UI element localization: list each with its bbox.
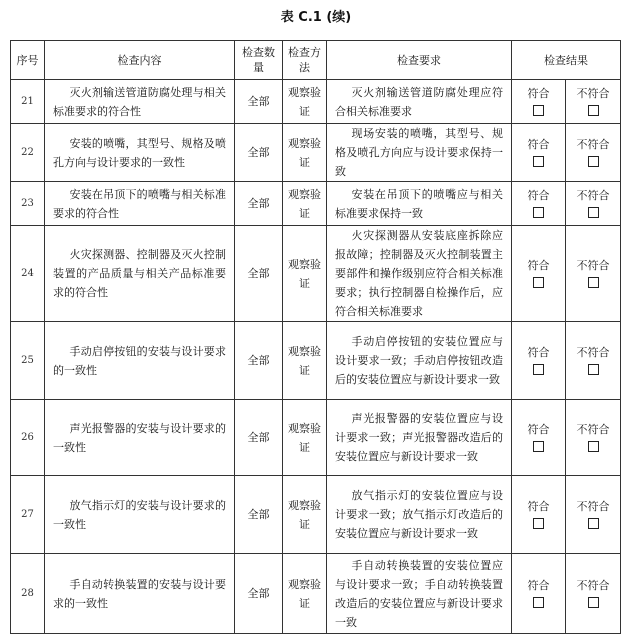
result-pass-label: 符合 xyxy=(527,258,550,272)
check-content: 灭火剂输送管道防腐处理与相关标准要求的符合性 xyxy=(45,80,235,124)
checkbox-fail[interactable] xyxy=(588,518,599,529)
check-content: 声光报警器的安装与设计要求的一致性 xyxy=(45,400,235,476)
check-method: 观察验证 xyxy=(283,80,327,124)
checkbox-pass[interactable] xyxy=(533,597,544,608)
result-fail xyxy=(566,554,621,634)
result-fail-label: 不符合 xyxy=(576,499,610,513)
check-quantity: 全部 xyxy=(235,182,283,226)
row-number: 24 xyxy=(11,226,45,322)
result-fail xyxy=(566,124,621,182)
result-fail xyxy=(566,80,621,124)
result-pass xyxy=(512,124,566,182)
checkbox-pass[interactable] xyxy=(533,207,544,218)
row-number: 27 xyxy=(11,476,45,554)
table-body xyxy=(11,80,621,634)
check-quantity: 全部 xyxy=(235,322,283,400)
result-pass xyxy=(512,322,566,400)
checkbox-fail[interactable] xyxy=(588,277,599,288)
result-pass xyxy=(512,476,566,554)
table-row xyxy=(11,322,621,400)
result-pass-label: 符合 xyxy=(527,86,550,100)
row-number: 22 xyxy=(11,124,45,182)
header-qty: 检查数量 xyxy=(235,41,283,80)
header-method: 检查方法 xyxy=(283,41,327,80)
result-pass-label: 符合 xyxy=(527,422,550,436)
checkbox-pass[interactable] xyxy=(533,277,544,288)
result-pass xyxy=(512,554,566,634)
check-quantity: 全部 xyxy=(235,226,283,322)
row-number: 26 xyxy=(11,400,45,476)
row-number: 23 xyxy=(11,182,45,226)
check-quantity: 全部 xyxy=(235,476,283,554)
result-fail-label: 不符合 xyxy=(576,86,610,100)
checkbox-fail[interactable] xyxy=(588,156,599,167)
result-fail xyxy=(566,400,621,476)
inspection-table xyxy=(10,40,621,634)
check-requirement: 现场安装的喷嘴，其型号、规格及喷孔方向应与设计要求保持一致 xyxy=(327,124,512,182)
table-row xyxy=(11,182,621,226)
checkbox-fail[interactable] xyxy=(588,597,599,608)
checkbox-pass[interactable] xyxy=(533,441,544,452)
result-pass-label: 符合 xyxy=(527,345,550,359)
checkbox-fail[interactable] xyxy=(588,207,599,218)
result-pass xyxy=(512,80,566,124)
table-row xyxy=(11,124,621,182)
header-row xyxy=(11,41,621,80)
row-number: 28 xyxy=(11,554,45,634)
check-content: 手自动转换装置的安装与设计要求的一致性 xyxy=(45,554,235,634)
check-requirement: 手动启停按钮的安装位置应与设计要求一致；手动启停按钮改造后的安装位置应与新设计要求一致 xyxy=(327,322,512,400)
check-content: 安装的喷嘴，其型号、规格及喷孔方向与设计要求的一致性 xyxy=(45,124,235,182)
check-method: 观察验证 xyxy=(283,226,327,322)
result-pass-label: 符合 xyxy=(527,499,550,513)
checkbox-pass[interactable] xyxy=(533,156,544,167)
check-requirement: 灭火剂输送管道防腐处理应符合相关标准要求 xyxy=(327,80,512,124)
result-fail-label: 不符合 xyxy=(576,258,610,272)
check-content: 安装在吊顶下的喷嘴与相关标准要求的符合性 xyxy=(45,182,235,226)
check-method: 观察验证 xyxy=(283,124,327,182)
result-fail xyxy=(566,322,621,400)
result-fail xyxy=(566,226,621,322)
header-no: 序号 xyxy=(11,41,45,80)
result-fail-label: 不符合 xyxy=(576,578,610,592)
check-requirement: 火灾探测器从安装底座拆除应报故障；控制器及灭火控制装置主要部件和操作级别应符合相关标准要求；执行控制器自检操作后，应符合相关标准要求 xyxy=(327,226,512,322)
check-method: 观察验证 xyxy=(283,476,327,554)
check-quantity: 全部 xyxy=(235,124,283,182)
result-pass xyxy=(512,182,566,226)
result-pass-label: 符合 xyxy=(527,188,550,202)
result-pass-label: 符合 xyxy=(527,137,550,151)
table-row xyxy=(11,554,621,634)
result-fail-label: 不符合 xyxy=(576,188,610,202)
check-content: 火灾探测器、控制器及灭火控制装置的产品质量与相关产品标准要求的符合性 xyxy=(45,226,235,322)
checkbox-pass[interactable] xyxy=(533,105,544,116)
result-fail xyxy=(566,476,621,554)
check-method: 观察验证 xyxy=(283,322,327,400)
check-quantity: 全部 xyxy=(235,554,283,634)
header-result: 检查结果 xyxy=(512,41,621,80)
result-fail xyxy=(566,182,621,226)
check-requirement: 放气指示灯的安装位置应与设计要求一致；放气指示灯改造后的安装位置应与新设计要求一致 xyxy=(327,476,512,554)
check-method: 观察验证 xyxy=(283,400,327,476)
check-content: 放气指示灯的安装与设计要求的一致性 xyxy=(45,476,235,554)
checkbox-fail[interactable] xyxy=(588,364,599,375)
check-quantity: 全部 xyxy=(235,80,283,124)
result-pass xyxy=(512,400,566,476)
check-method: 观察验证 xyxy=(283,182,327,226)
table-row xyxy=(11,476,621,554)
result-fail-label: 不符合 xyxy=(576,422,610,436)
check-quantity: 全部 xyxy=(235,400,283,476)
table-row xyxy=(11,226,621,322)
result-pass xyxy=(512,226,566,322)
checkbox-pass[interactable] xyxy=(533,364,544,375)
checkbox-pass[interactable] xyxy=(533,518,544,529)
header-content: 检查内容 xyxy=(45,41,235,80)
header-req: 检查要求 xyxy=(327,41,512,80)
checkbox-fail[interactable] xyxy=(588,105,599,116)
result-pass-label: 符合 xyxy=(527,578,550,592)
checkbox-fail[interactable] xyxy=(588,441,599,452)
check-method: 观察验证 xyxy=(283,554,327,634)
table-row xyxy=(11,400,621,476)
row-number: 21 xyxy=(11,80,45,124)
check-requirement: 安装在吊顶下的喷嘴应与相关标准要求保持一致 xyxy=(327,182,512,226)
check-content: 手动启停按钮的安装与设计要求的一致性 xyxy=(45,322,235,400)
row-number: 25 xyxy=(11,322,45,400)
result-fail-label: 不符合 xyxy=(576,345,610,359)
result-fail-label: 不符合 xyxy=(576,137,610,151)
check-requirement: 手自动转换装置的安装位置应与设计要求一致；手自动转换装置改造后的安装位置应与新设计要求一致 xyxy=(327,554,512,634)
check-requirement: 声光报警器的安装位置应与设计要求一致；声光报警器改造后的安装位置应与新设计要求一致 xyxy=(327,400,512,476)
table-row xyxy=(11,80,621,124)
table-caption: 表 C.1 (续) xyxy=(280,10,352,25)
